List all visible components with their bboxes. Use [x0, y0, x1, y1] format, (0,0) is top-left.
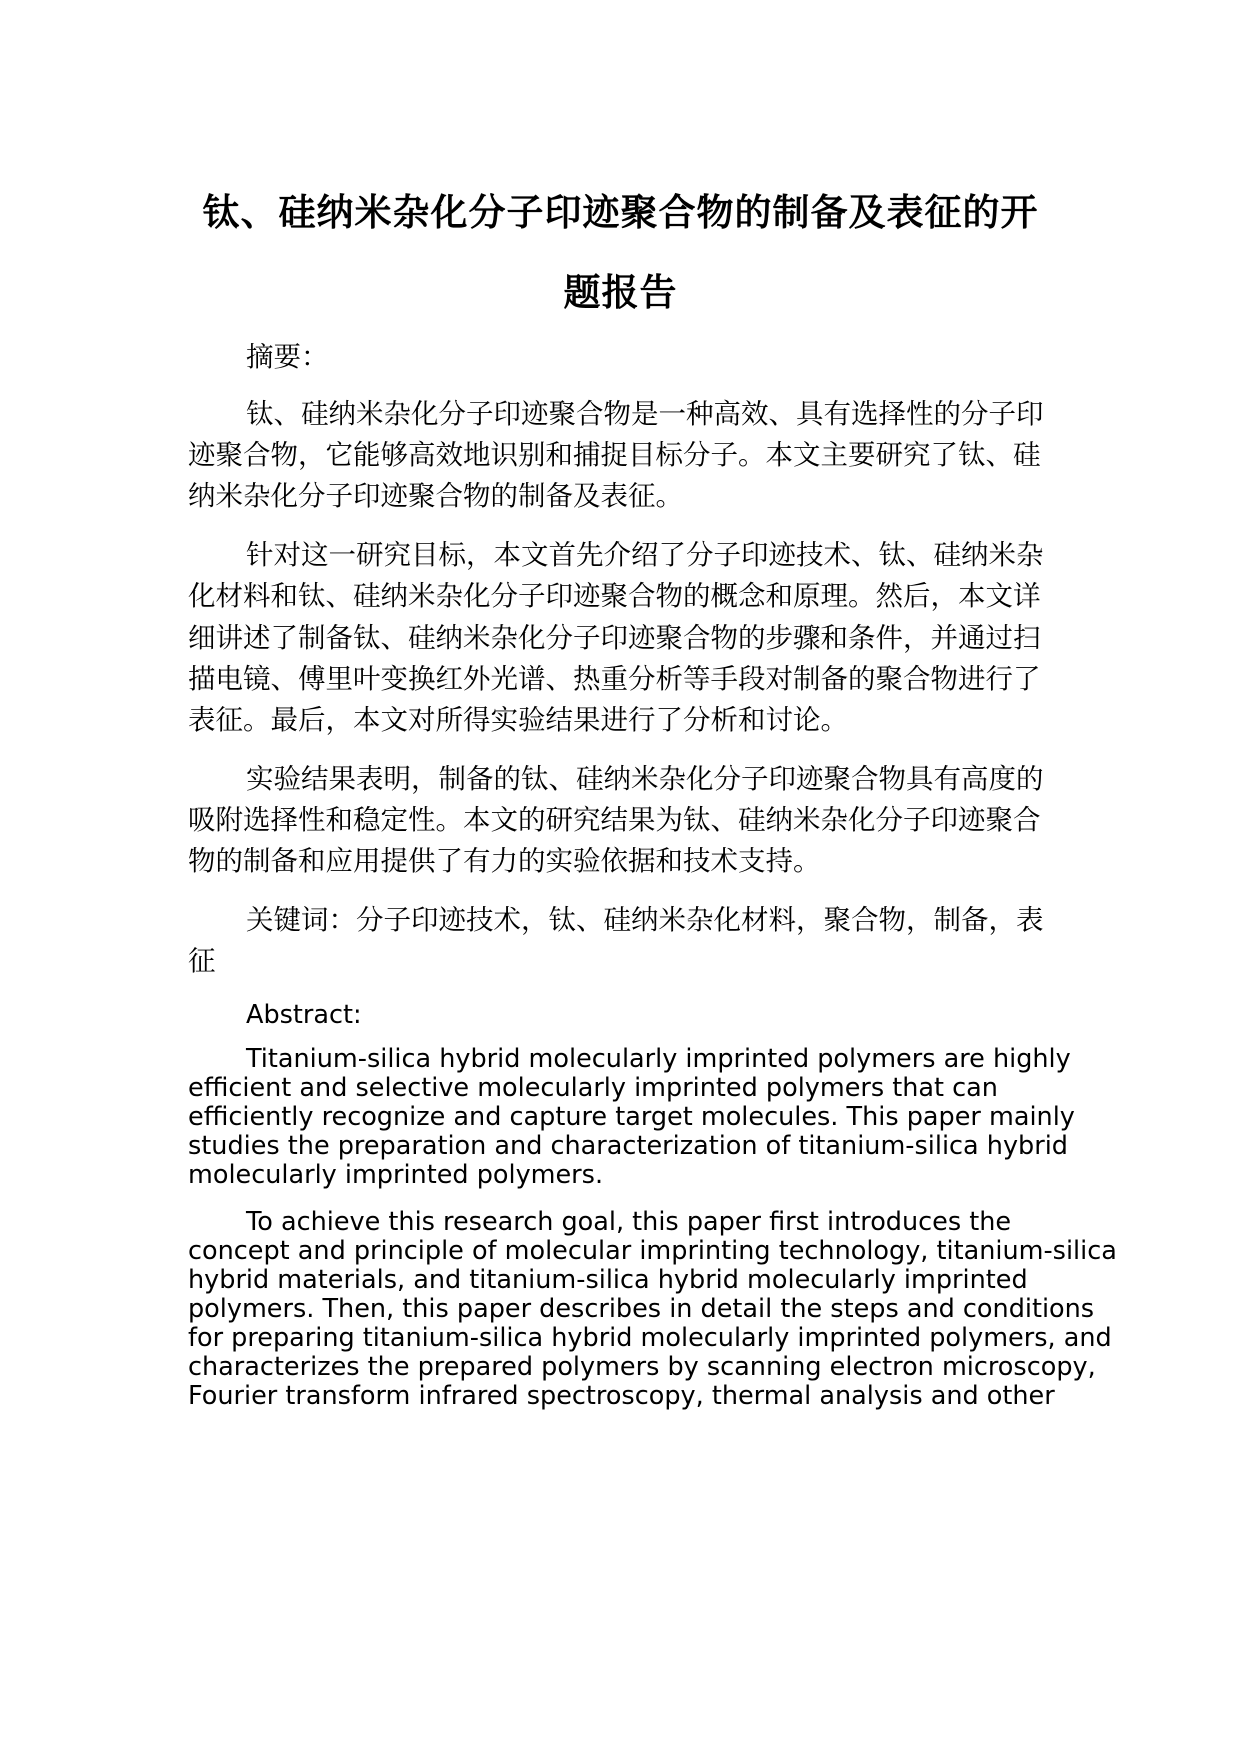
abstract-en-p2-line: Fourier transform infrared spectroscopy, thermal analysis and other — [188, 1381, 1055, 1411]
abstract-cn-p1-line: 迹聚合物，它能够高效地识别和捕捉目标分子。本文主要研究了钛、硅 — [188, 439, 1041, 471]
abstract-en-p2-line: To achieve this research goal, this paper first introduces the — [246, 1207, 1012, 1237]
keywords-cn-line: 关键词：分子印迹技术，钛、硅纳米杂化材料，聚合物，制备，表 — [246, 904, 1044, 936]
abstract-cn-p1-line: 纳米杂化分子印迹聚合物的制备及表征。 — [188, 480, 683, 512]
abstract-cn-p2-line: 化材料和钛、硅纳米杂化分子印迹聚合物的概念和原理。然后，本文详 — [188, 580, 1041, 612]
abstract-en-p2-line: hybrid materials, and titanium-silica hybrid molecularly imprinted — [188, 1265, 1028, 1295]
abstract-en-heading: Abstract: — [246, 1000, 362, 1030]
abstract-en-p1-line: Titanium-silica hybrid molecularly imprinted polymers are highly — [246, 1044, 1071, 1074]
abstract-en-p2-line: concept and principle of molecular imprinting technology, titanium-silica — [188, 1236, 1117, 1266]
abstract-cn-p2-line: 描电镜、傅里叶变换红外光谱、热重分析等手段对制备的聚合物进行了 — [188, 663, 1041, 695]
abstract-cn-p3-line: 实验结果表明，制备的钛、硅纳米杂化分子印迹聚合物具有高度的 — [246, 763, 1044, 795]
abstract-en-p2-line: polymers. Then, this paper describes in detail the steps and conditions — [188, 1294, 1095, 1324]
abstract-en-p2-line: characterizes the prepared polymers by scanning electron microscopy, — [188, 1352, 1096, 1382]
document-title-line-2: 题报告 — [563, 271, 678, 314]
document-title-line-1: 钛、硅纳米杂化分子印迹聚合物的制备及表征的开 — [202, 191, 1039, 234]
abstract-en-p1-line: molecularly imprinted polymers. — [188, 1160, 604, 1190]
abstract-en-p1-line: efficient and selective molecularly imprinted polymers that can — [188, 1073, 998, 1103]
abstract-en-p1-line: studies the preparation and characterization of titanium-silica hybrid — [188, 1131, 1068, 1161]
abstract-cn-p2-line: 针对这一研究目标，本文首先介绍了分子印迹技术、钛、硅纳米杂 — [246, 539, 1044, 571]
abstract-cn-p2-line: 表征。最后，本文对所得实验结果进行了分析和讨论。 — [188, 704, 848, 736]
keywords-cn-line: 征 — [188, 945, 216, 977]
abstract-cn-p2-line: 细讲述了制备钛、硅纳米杂化分子印迹聚合物的步骤和条件，并通过扫 — [188, 622, 1041, 654]
abstract-cn-p3-line: 吸附选择性和稳定性。本文的研究结果为钛、硅纳米杂化分子印迹聚合 — [188, 804, 1041, 836]
abstract-en-p2-line: for preparing titanium-silica hybrid molecularly imprinted polymers, and — [188, 1323, 1112, 1353]
abstract-cn-p3-line: 物的制备和应用提供了有力的实验依据和技术支持。 — [188, 845, 821, 877]
abstract-cn-p1-line: 钛、硅纳米杂化分子印迹聚合物是一种高效、具有选择性的分子印 — [246, 398, 1044, 430]
abstract-en-p1-line: efficiently recognize and capture target molecules. This paper mainly — [188, 1102, 1075, 1132]
abstract-cn-heading: 摘要： — [246, 341, 329, 373]
